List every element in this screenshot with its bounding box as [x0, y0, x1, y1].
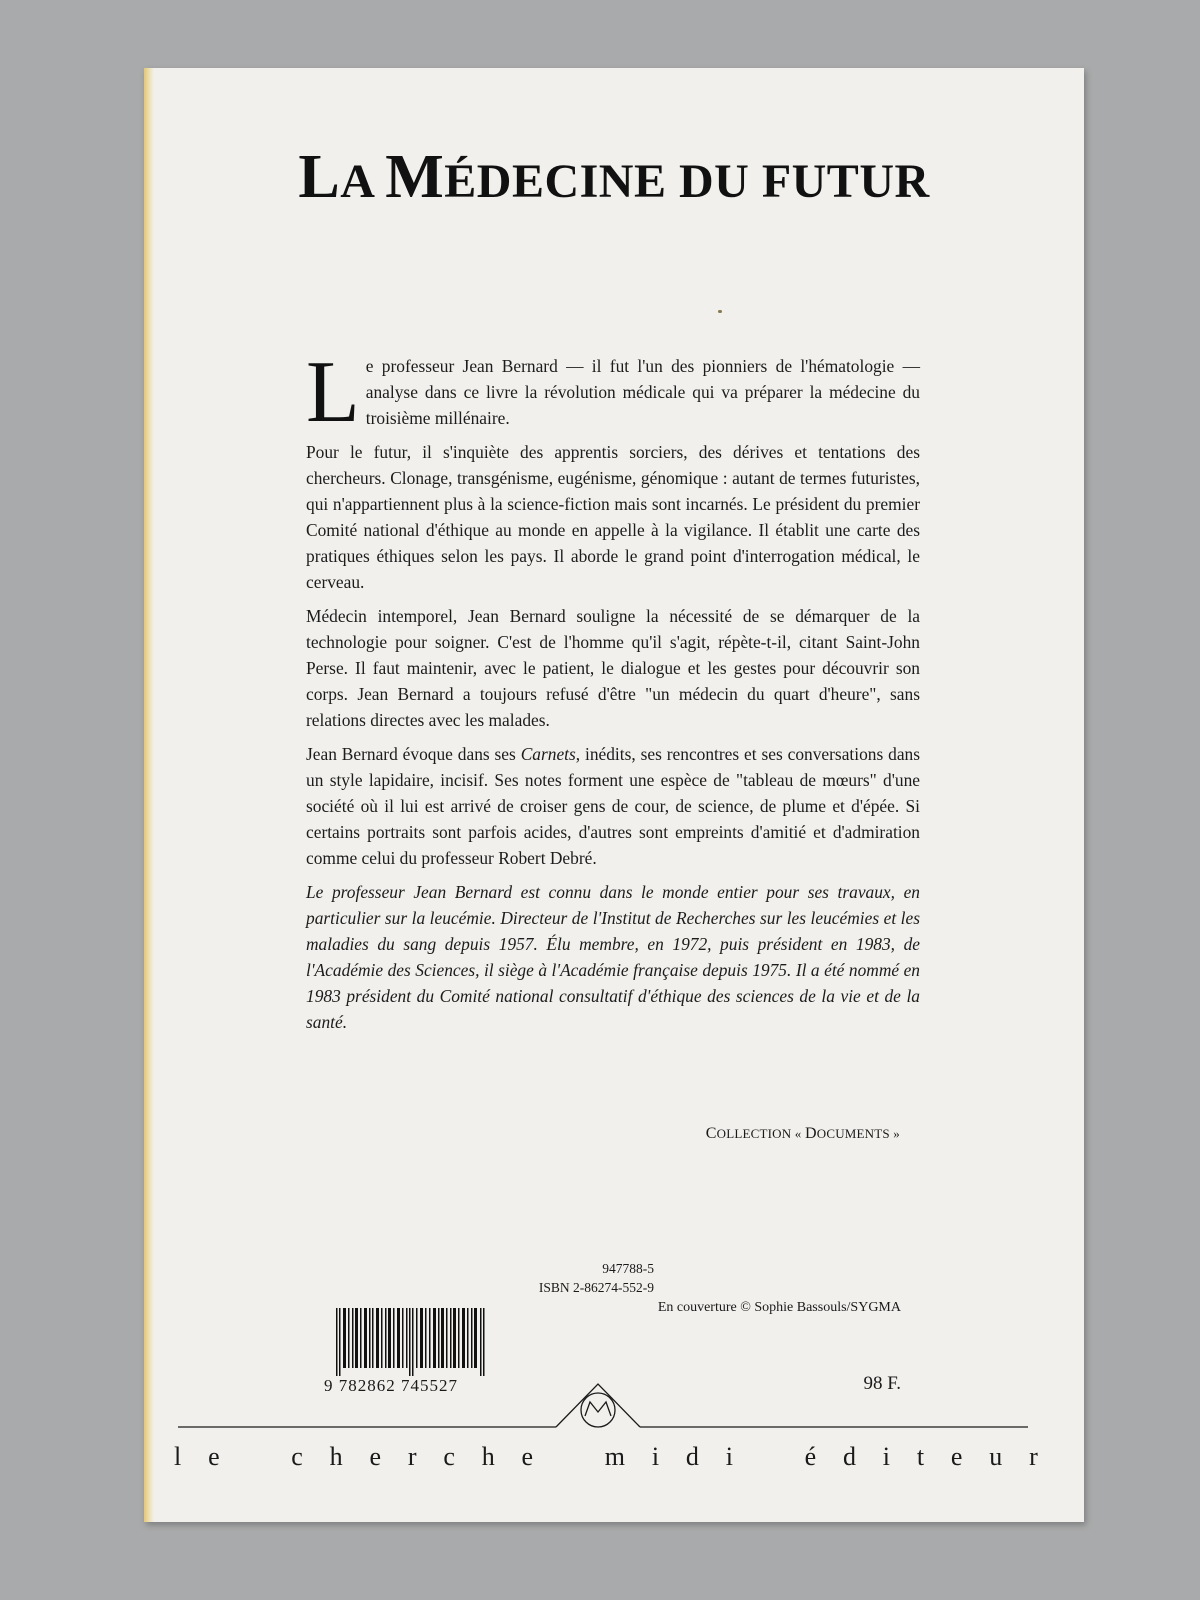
dropcap: L: [306, 344, 360, 441]
paragraph-1: Le professeur Jean Bernard — il fut l'un des pionniers de l'hématologie — analyse dans ce livre la révolution médicale qui va préparer la médecine du troisième millénaire.: [306, 344, 920, 441]
ink-dot: [718, 310, 722, 313]
author-bio: Le professeur Jean Bernard est connu dans le monde entier pour ses travaux, en particulier sur la leucémie. Directeur de l'Institut de Recherches sur les leucémies et les maladies du sang depuis 1957. Élu membre, en 1972, puis président en 1983, de l'Académie des Sciences, il siège à l'Académie française depuis 1975. Il a été nommé en 1983 président du Comité national consultatif d'éthique des sciences de la vie et de la santé.: [306, 882, 920, 1032]
barcode: [336, 1308, 486, 1376]
blurb: [306, 344, 920, 1043]
barcode-digits: 9 782862 745527: [324, 1376, 458, 1395]
isbn-number: ISBN 2-86274-552-9: [538, 1280, 654, 1295]
book-back-cover: [144, 68, 1084, 1522]
page-edge: [144, 68, 154, 1522]
isbn-block: [354, 1259, 654, 1297]
ref-number: 947788-5: [602, 1261, 654, 1276]
publisher-logo-line: [178, 1372, 1028, 1432]
book-title: LA MÉDECINE DU FUTUR: [298, 143, 930, 211]
paragraph-4: Jean Bernard évoque dans ses Carnets, inédits, ses rencontres et ses conversations dans un style lapidaire, incisif. Ses notes forment une espèce de "tableau de mœurs" d'une société où il lui est arrivé de croiser gens de cour, de science, de plume et d'épée. Si certains portraits sont parfois acides, d'autres sont empreints d'amitié et d'admiration comme celui du professeur Robert Debré.: [306, 744, 920, 868]
price: 98 F.: [863, 1373, 901, 1394]
publisher-name: l e c h e r c h e m i d i é d i t e u r: [174, 1442, 1038, 1471]
collection-label: COLLECTION « DOCUMENTS »: [705, 1125, 900, 1142]
cover-credit: En couverture © Sophie Bassouls/SYGMA: [657, 1300, 901, 1315]
paragraph-2: Pour le futur, il s'inquiète des apprentis sorciers, des dérives et tentations des chercheurs. Clonage, transgénisme, eugénisme, génomique : autant de termes futuristes, qui n'appartiennent plus à la science-fiction mais sont incarnés. Le président du premier Comité national d'éthique au monde en appelle à la vigilance. Il établit une carte des pratiques éthiques selon les pays. Il aborde le grand point d'interrogation médical, le cerveau.: [306, 442, 920, 592]
paragraph-3: Médecin intemporel, Jean Bernard souligne la nécessité de se démarquer de la technologie pour soigner. C'est de l'homme qu'il s'agit, répète-t-il, citant Saint-John Perse. Il faut maintenir, avec le patient, le dialogue et les gestes pour découvrir son corps. Jean Bernard a toujours refusé d'être "un médecin du quart d'heure", sans relations directes avec les malades.: [306, 606, 920, 730]
